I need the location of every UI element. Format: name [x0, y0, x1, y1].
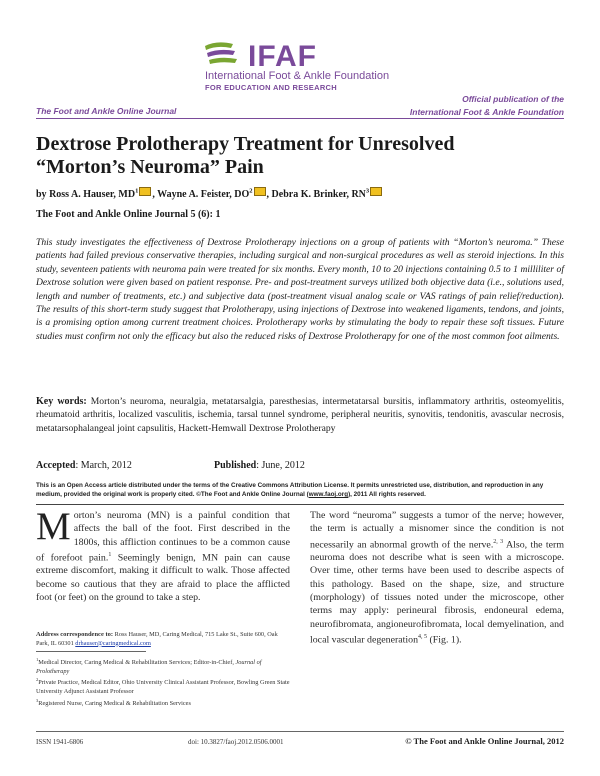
body-column-left — [36, 505, 290, 604]
correspondence-address: Ross Hauser, MD, Caring Medical, 715 Lake St., Suite 600, Oak Park, IL 60301 — [36, 631, 278, 647]
license-notice — [36, 481, 564, 499]
citation-4-5: 4, 5 — [418, 633, 428, 640]
copyright: © The Foot and Ankle Online Journal, 2012 — [405, 736, 564, 746]
author-sep-1: , — [152, 189, 158, 200]
journal-reference: The Foot and Ankle Online Journal 5 (6): 1 — [36, 209, 221, 220]
ifaf-logo-mark — [203, 38, 247, 68]
footer-divider — [36, 731, 564, 732]
body-column-right — [310, 509, 564, 647]
citation-2-3: 2, 3 — [493, 538, 504, 545]
footnote — [36, 676, 290, 696]
published-date — [214, 460, 305, 471]
title-line-2: “Morton’s Neuroma” Pain — [36, 156, 264, 178]
author-2-affiliation: 2 — [249, 187, 253, 195]
header-divider — [36, 118, 564, 119]
license-text: This is an Open Access article distributed under the terms of the Creative Commons Attribution License. It permits unrestricted use, distribution, and reproduction in any medium, provided the original work is properly cited. ©The Foot and Ankle Online Journal ( — [36, 482, 544, 498]
footnote-mark: 1 — [36, 657, 39, 662]
author-3-affiliation: 3 — [365, 187, 370, 195]
section-divider — [36, 504, 564, 505]
body-left-text-2: Seemingly benign, MN pain can cause extreme discomfort, making it difficult to walk. Those affected become so cautious that they are afraid to place the afflicted foot (or feet) on the ground to take a step. — [36, 552, 290, 604]
author-3: Debra K. Brinker, RN — [271, 189, 366, 200]
logo-text: IFAF — [248, 40, 317, 73]
drop-cap: M — [36, 505, 71, 548]
journal-header-label: The Foot and Ankle Online Journal — [36, 106, 177, 116]
footnote — [36, 656, 290, 676]
footnote-text: Private Practice, Medical Editor, Ohio University Clinical Assistant Professor, Bowling Green State University Adjunct Assistant Professor — [36, 679, 290, 695]
body-right-text-2: Also, the term neuroma does not describe what is seen with a microscope. Over time, other terms have been used to describe aspects of this pathology. Based on the shape, size, and structure (morphology) of tissues noted under the microscope, other terms may apply: perineural fibrosis, endoneural edema, neurofibromata, angioneurofibromata, local demyelination, and local vascular degeneration — [310, 538, 564, 646]
logo-subtitle: International Foot & Ankle Foundation — [205, 70, 390, 82]
doi: doi: 10.3827/faoj.2012.0506.0001 — [188, 738, 284, 746]
accepted-value: : March, 2012 — [75, 460, 132, 471]
author-1-affiliation: 1 — [135, 187, 139, 195]
body-left-text: orton’s neuroma (MN) is a painful condition that affects the ball of the foot. First described in the 1800s, this affliction continues to be a common cause of forefoot pain. — [36, 510, 290, 564]
author-list — [36, 187, 383, 200]
email-icon[interactable] — [370, 187, 382, 196]
published-value: : June, 2012 — [256, 460, 305, 471]
author-2: Wayne A. Feister, DO — [157, 189, 250, 200]
title-line-1: Dextrose Prolotherapy Treatment for Unresolved — [36, 133, 455, 155]
official-line-2: International Foot & Ankle Foundation — [409, 107, 564, 117]
journal-website-link[interactable]: www.faoj.org — [308, 491, 349, 498]
logo-tagline: FOR EDUCATION AND RESEARCH — [205, 83, 337, 92]
article-title — [36, 133, 556, 179]
official-line-1: Official publication of the — [462, 94, 564, 104]
body-right-text: The word “neuroma” suggests a tumor of the nerve; however, the term is actually a misnomer since the condition is not necessarily an abnormal growth of the nerve. — [310, 510, 564, 550]
email-icon[interactable] — [254, 187, 266, 196]
accepted-date — [36, 460, 132, 471]
correspondence-email-link[interactable]: drhauser@caringmedical.com — [75, 639, 151, 647]
author-prefix: by — [36, 189, 50, 200]
accepted-label: Accepted — [36, 460, 76, 471]
footnote-mark: 3 — [36, 697, 39, 703]
author-1: Ross A. Hauser, MD — [49, 189, 136, 200]
footnote-mark: 2 — [36, 677, 39, 683]
footnote-divider — [36, 651, 146, 652]
author-sep-2: , — [266, 189, 272, 200]
correspondence — [36, 631, 290, 648]
footnotes — [36, 656, 290, 708]
published-label: Published — [214, 460, 257, 471]
keywords-label: Key words: — [36, 396, 87, 407]
official-publication-label — [410, 93, 564, 119]
footnote — [36, 697, 290, 709]
body-right-text-3: (Fig. 1). — [427, 634, 462, 646]
citation-1: 1 — [108, 551, 112, 558]
issn: ISSN 1941-6806 — [36, 738, 84, 746]
correspondence-label: Address correspondence to: — [36, 631, 114, 638]
email-icon[interactable] — [139, 187, 151, 196]
abstract: This study investigates the effectiveness of Dextrose Prolotherapy injections on a group of patients with “Morton’s neuroma.” These patients had failed previous conservative therapies, including surgical and non-surgical procedures as well as steroid injections. In this study, seventeen patients with neuroma pain were treated for six months. Every month, 10 to 20 injections containing 0.5 to 1 milliliter of Dextrose solution were given based on patient response. Pre- and post-treatment surveys utilized both objective data (i.e., solutions used, length and number of treatments, etc.) and subjective data (post-treatment visual analog scale or VAS ratings of pain relief/reduction). The results of this short-term study suggest that Prolotherapy, using injections of Dextrose into weakened ligaments, tendons, and joints, is a promising option among current treatment choices. Prolotherapy works by stimulating the body to repair these soft tissues. Future studies must confirm not only the efficacy but also the reduced risks of Dextrose Prolotherapy for one of the most common foot ailments. — [36, 237, 564, 342]
footnote-text: Medical Director, Caring Medical & Rehabilitation Services; Editor-in-Chief, — [38, 659, 236, 667]
keywords-text: Morton’s neuroma, neuralgia, metatarsalgia, paresthesias, intermetatarsal bursitis, inflammatory arthritis, osteomyelitis, rheumatoid arthritis, localized vasculitis, ischemia, tarsal tunnel syndrome, peripheral neuritis, synovitis, tendonitis, avascular necrosis, metatarsophalangeal joint capsulitis, Hackett-Hemwall Dextrose Prolotherapy — [36, 396, 564, 434]
footnote-text: Registered Nurse, Caring Medical & Rehabilitation Services — [38, 699, 191, 707]
dates — [36, 460, 305, 471]
license-text-end: ), 2011 All rights reserved. — [348, 491, 426, 498]
footnote-italic: Journal of Prolotherapy — [36, 659, 262, 675]
keywords — [36, 395, 564, 435]
